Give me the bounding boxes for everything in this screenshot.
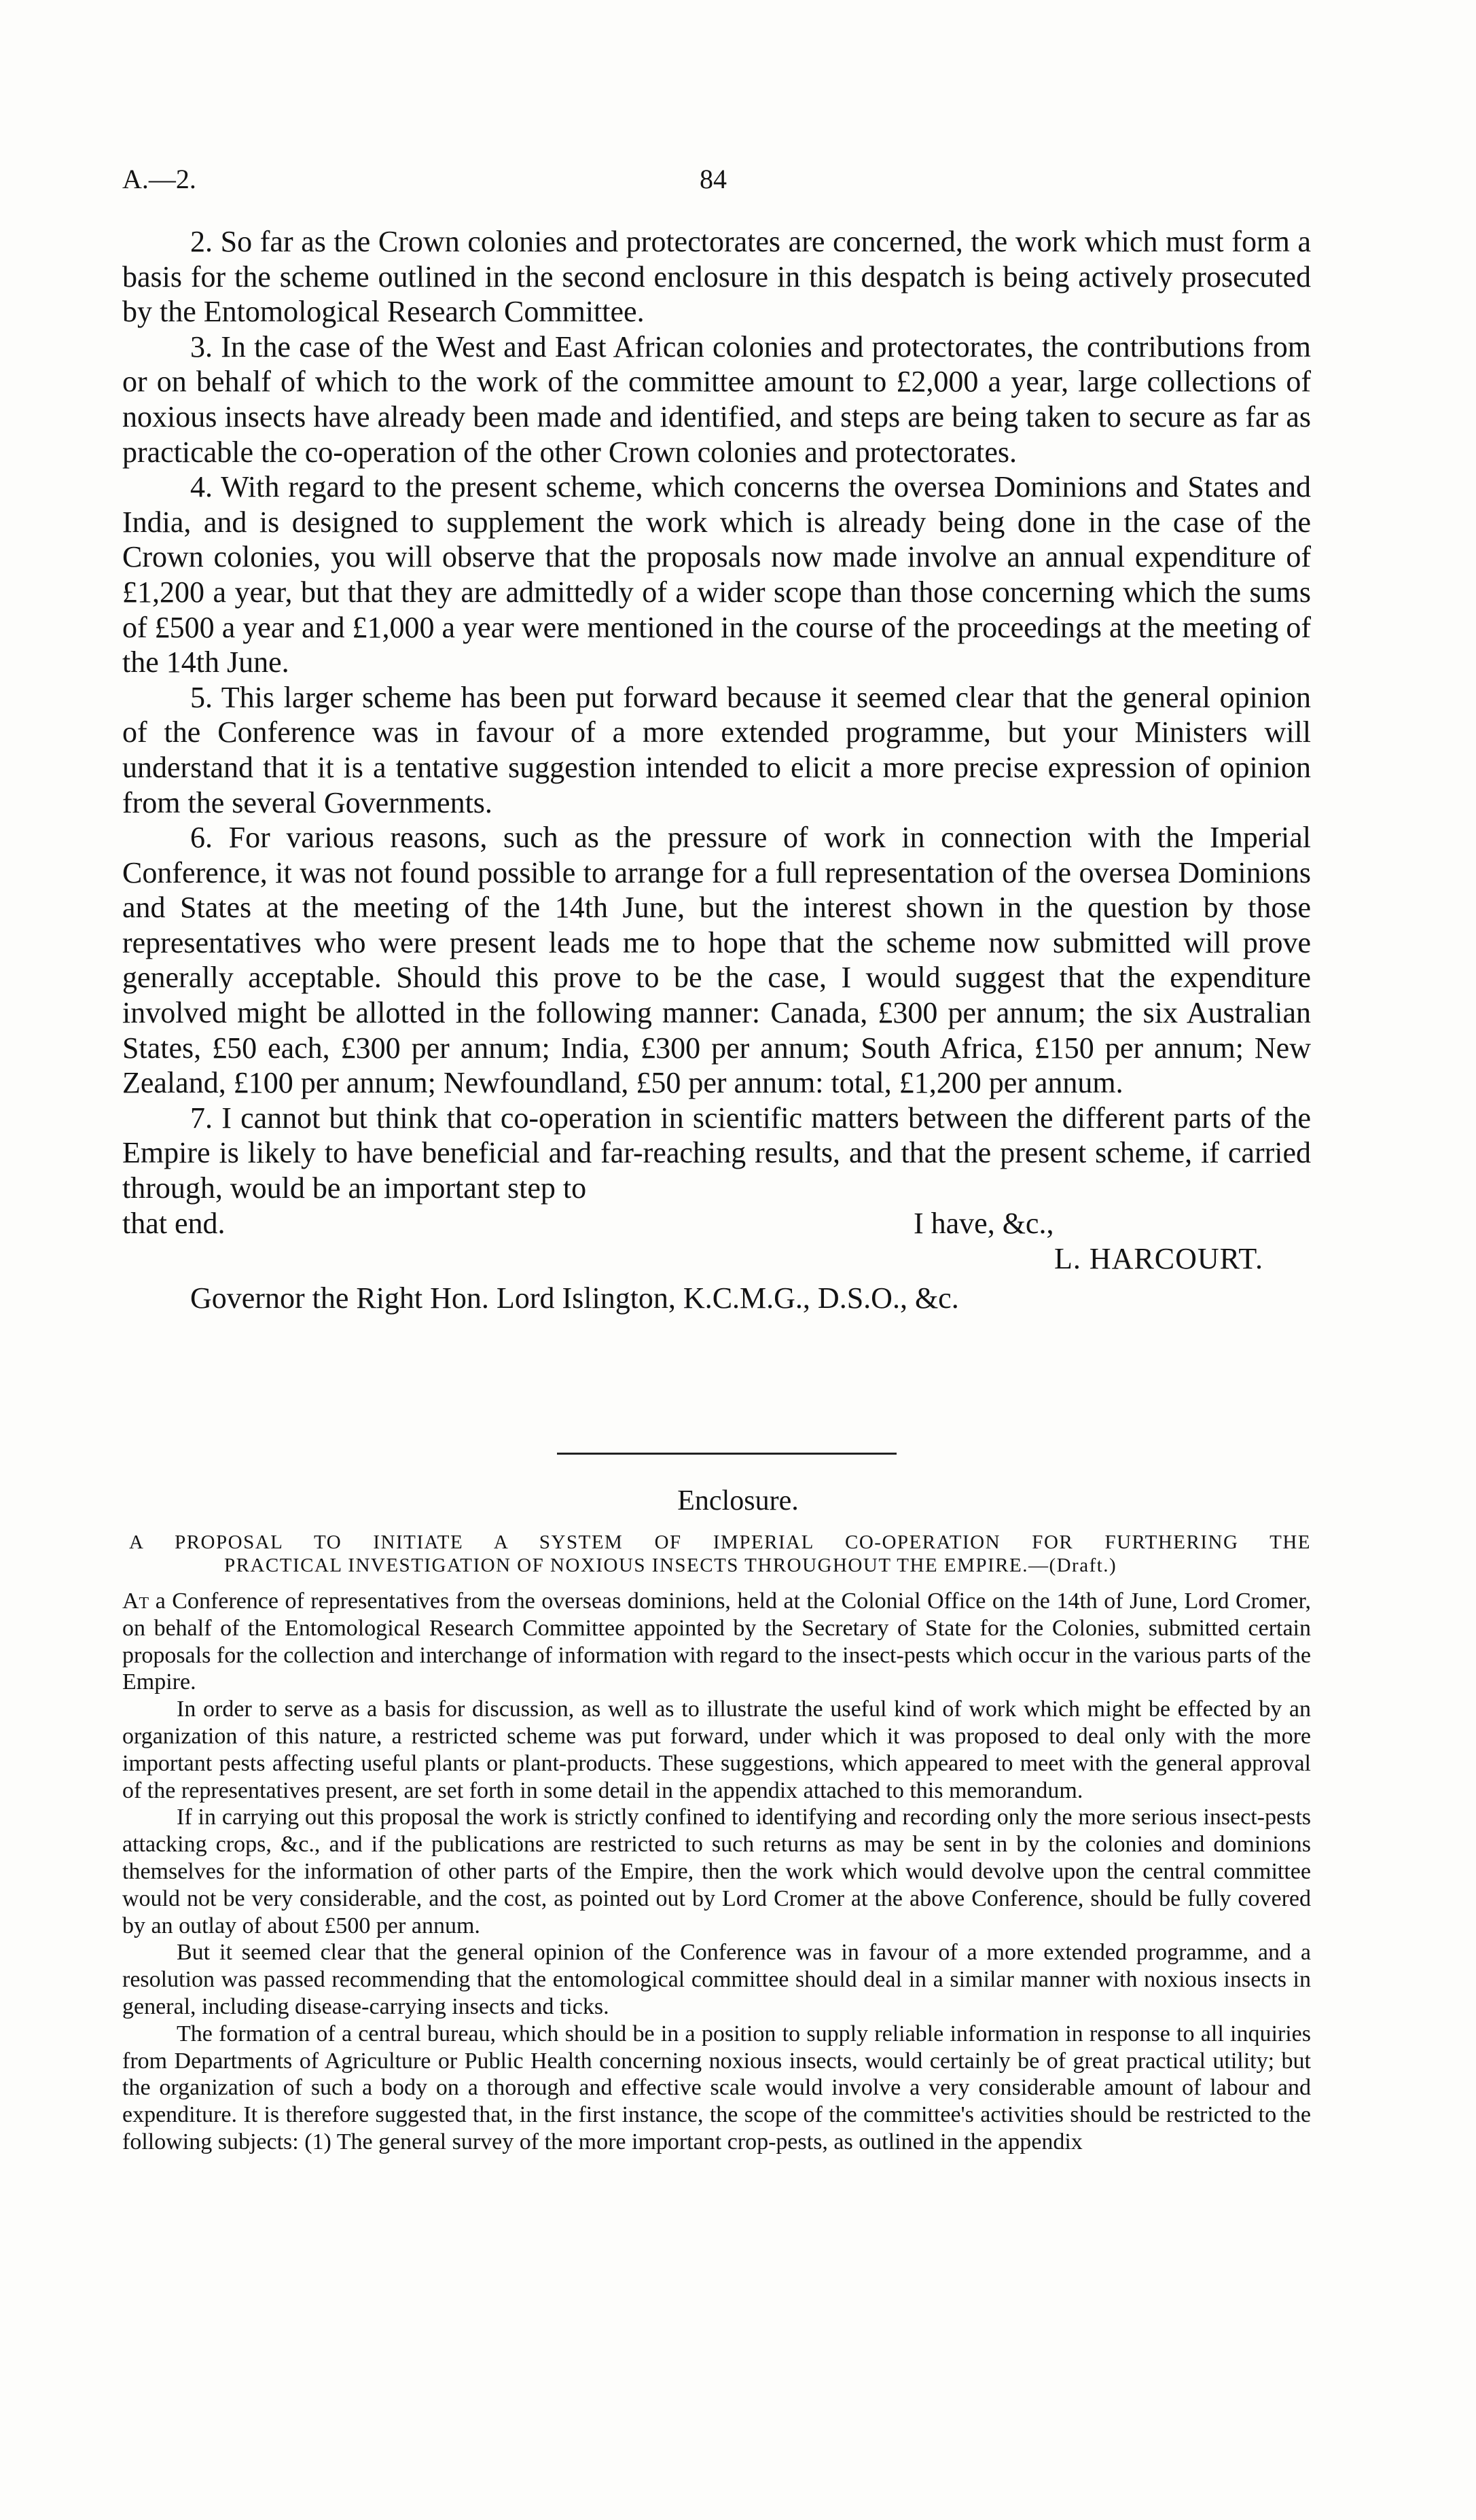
letter-paragraph-7: 7. I cannot but think that co-operation in scientific matters between the different parts of the Empire is likely to have beneficial and far-reaching results, and that the present scheme, if carried through, would be an important step to [122,1101,1311,1205]
enclosure-heading-line-2: PRACTICAL INVESTIGATION OF NOXIOUS INSECTS THROUGHOUT THE EMPIRE.—(Draft.) [224,1555,1117,1576]
enclosure-paragraph-1-text: a Conference of representatives from the overseas dominions, held at the Colonial Office on the 14th of June, Lord Cromer, on behalf of the Entomological Research Committee appointed by the Secretary of State for the Colonies, submitted certain proposals for the collection and interchange of information with regard to the insect-pests which occur in the various parts of the Empire. [122,1589,1311,1695]
enclosure-body [122,1588,1311,2156]
enclosure-first-word: At [122,1589,149,1614]
enclosure-paragraph-4: But it seemed clear that the general opinion of the Conference was in favour of a more extended programme, and a resolution was passed recommending that the entomological committee should deal in a similar manner with noxious insects in general, including disease-carrying insects and ticks. [122,1940,1311,2019]
document-reference: A.—2. [122,164,196,194]
page-number: 84 [700,164,727,194]
enclosure-title: Enclosure. [677,1485,799,1516]
enclosure-paragraph-2: In order to serve as a basis for discussion, as well as to illustrate the useful kind of work which might be effected by an organization of this nature, a restricted scheme was put forward, under which it was proposed to deal only with the more important pests affecting useful plants or plant-products. These suggestions, which appeared to meet with the general approval of the representatives present, are set forth in some detail in the appendix attached to this memorandum. [122,1697,1311,1803]
enclosure-paragraph-5: The formation of a central bureau, which should be in a position to supply reliable information in response to all inquiries from Departments of Agriculture or Public Health concerning noxious insects, would certainly be of great practical utility; but the organization of such a body on a thorough and effective scale would involve a very considerable amount of labour and expenditure. It is therefore suggested that, in the first instance, the scope of the committee's activities should be restricted to the following subjects: (1) The general survey of the more important crop-pests, as outlined in the appendix [122,2021,1311,2154]
enclosure-heading-line-1: A PROPOSAL TO INITIATE A SYSTEM OF IMPERIAL CO-OPERATION FOR FURTHERING THE [129,1531,1311,1553]
letter-paragraph-4: 4. With regard to the present scheme, which concerns the oversea Dominions and States and India, and is designed to supplement the work which is already being done in the case of the Crown colonies, you will observe that the proposals now made involve an annual expenditure of £1,200 a year, but that they are admittedly of a wider scope than those concerning which the sums of £500 a year and £1,000 a year were mentioned in the course of the proceedings at the meeting of the 14th June. [122,470,1311,679]
letter-paragraph-3: 3. In the case of the West and East African colonies and protectorates, the contributions from or on behalf of which to the work of the committee amount to £2,000 a year, large collections of noxious insects have already been made and identified, and steps are being taken to secure as far as practicable the co-operation of the other Crown colonies and protectorates. [122,330,1311,469]
addressee: Governor the Right Hon. Lord Islington, K.C.M.G., D.S.O., &c. [190,1281,959,1315]
closing-last-words: that end. [122,1206,226,1240]
letter-paragraph-6: 6. For various reasons, such as the pressure of work in connection with the Imperial Conference, it was not found possible to arrange for a full representation of the oversea Dominions and States at the meeting of the 14th June, but the interest shown in the question by those representatives who were present leads me to hope that the scheme now submitted will prove generally acceptable. Should this prove to be the case, I would suggest that the expenditure involved might be allotted in the following manner: Canada, £300 per annum; the six Australian States, £50 each, £300 per annum; India, £300 per annum; South Africa, £150 per annum; New Zealand, £100 per annum; Newfoundland, £50 per annum: total, £1,200 per annum. [122,821,1311,1100]
enclosure-heading [129,1531,1311,1577]
letter-paragraph-5: 5. This larger scheme has been put forward because it seemed clear that the general opinion of the Conference was in favour of a more extended programme, but your Ministers will understand that it is a tentative suggestion intended to elicit a more precise expression of opinion from the several Governments. [122,680,1311,819]
closing-salutation: I have, &c., [914,1206,1054,1240]
closing-row [122,1206,1311,1241]
despatch-letter [122,224,1311,1315]
enclosure-paragraph-1 [122,1588,1311,1696]
section-divider [557,1453,897,1455]
enclosure-paragraph-3: If in carrying out this proposal the work is strictly confined to identifying and recording only the more serious insect-pests attacking crops, &c., and if the publications are restricted to such returns as may be sent in by the colonies and dominions themselves for the information of other parts of the Empire, then the work which would devolve upon the central committee would not be very considerable, and the cost, as pointed out by Lord Cromer at the above Conference, should be fully covered by an outlay of about £500 per annum. [122,1805,1311,1938]
signature: L. HARCOURT. [1054,1241,1263,1275]
letter-paragraph-2: 2. So far as the Crown colonies and protectorates are concerned, the work which must form a basis for the scheme outlined in the second enclosure in this despatch is being actively prosecuted by the Entomological Research Committee. [122,225,1311,329]
